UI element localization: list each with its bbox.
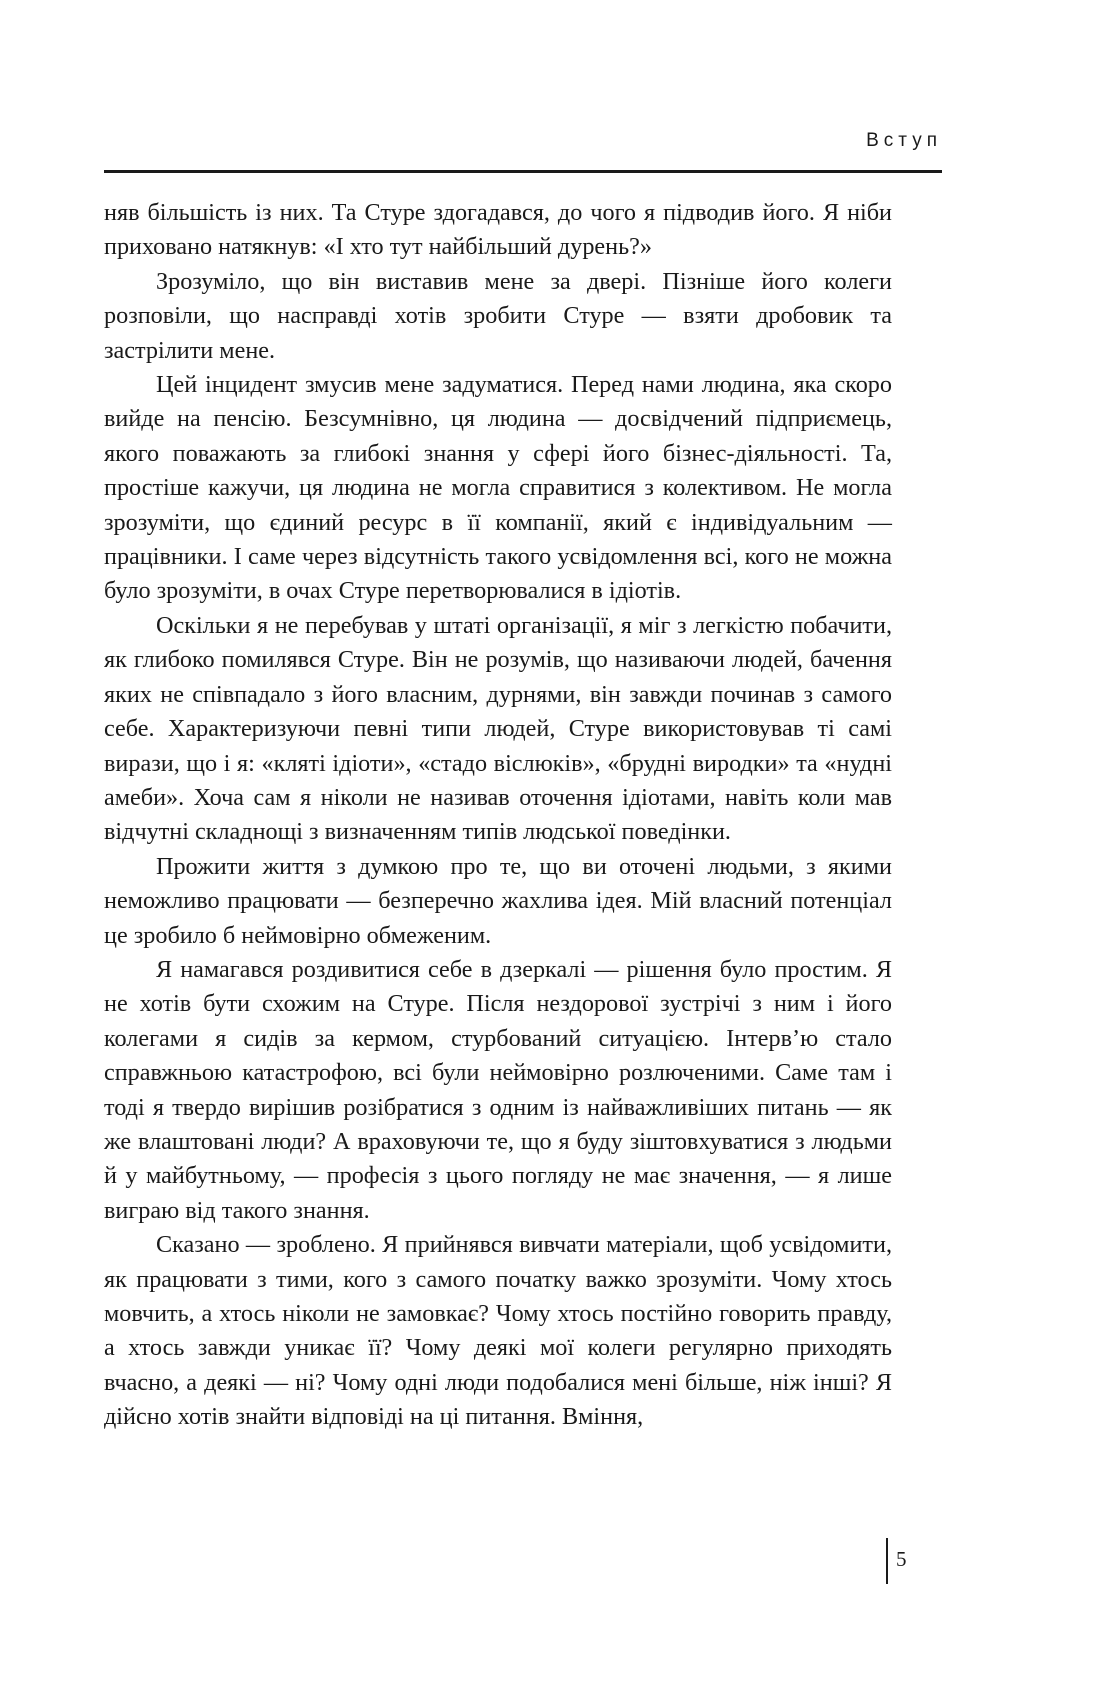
- paragraph-continued: няв більшість із них. Та Стуре здогадався, до чого я підводив його. Я ніби приховано натякнув: «І хто тут найбільший дурень?»: [104, 199, 892, 261]
- paragraph: Я намагався роздивитися себе в дзеркалі — рішення було простим. Я не хотів бути схожим на Стуре. Після нездорової зустрічі з ним і його колегами я сидів за кермом, стурбований ситуацією. Інтерв’ю стало справжньою катастрофою, всі були неймовірно розлюченими. Саме там і тоді я твердо вирішив розібратися з одним із найважливіших питань — як же влаштовані люди? А враховуючи те, що я буду зіштовхуватися з людьми й у майбутньому, — професія з цього погляду не має значення, — я лише виграю від такого знання.: [104, 955, 892, 1224]
- paragraph: Цей інцидент змусив мене задуматися. Перед нами людина, яка скоро вийде на пенсію. Безсумнівно, ця людина — досвідчений підприємець, якого поважають за глибокі знання у сфері його бізнес-діяльності. Та, простіше кажучи, ця людина не могла справитися з колективом. Не могла зрозуміти, що єдиний ресурс в її компанії, який є індивідуальним — працівники. І саме через відсутність такого усвідомлення всі, кого не можна було зрозуміти, в очах Стуре перетворювалися в ідіотів.: [104, 371, 892, 605]
- page-number-rule: [886, 1538, 888, 1584]
- paragraph: Прожити життя з думкою про те, що ви оточені людьми, з якими неможливо працювати — безперечно жахлива ідея. Мій власний потенціал це зробило б неймовірно обмеженим.: [104, 852, 892, 949]
- page-number: 5: [896, 1547, 907, 1571]
- paragraph: Зрозуміло, що він виставив мене за двері. Пізніше його колеги розповіли, що насправді хотів зробити Стуре — взяти дробовик та застрілити мене.: [104, 267, 892, 364]
- header-rule: [104, 170, 942, 173]
- paragraph: Оскільки я не перебував у штаті організації, я міг з легкістю побачити, як глибоко помилявся Стуре. Він не розумів, що називаючи людей, бачення яких не співпадало з його власним, дурнями, він завжди починав з самого себе. Характеризуючи певні типи людей, Стуре використовував ті самі вирази, що і я: «кляті ідіоти», «стадо віслюків», «брудні виродки» та «нудні амеби». Хоча сам я ніколи не називав оточення ідіотами, навіть коли мав відчутні складнощі з визначенням типів людської поведінки.: [104, 611, 892, 846]
- running-header-title: Вступ: [866, 130, 942, 151]
- page-body: [104, 196, 892, 1435]
- paragraph: Сказано — зроблено. Я прийнявся вивчати матеріали, щоб усвідомити, як працювати з тими, кого з самого початку важко зрозуміти. Чому хтось мовчить, а хтось ніколи не замовкає? Чому хтось постійно говорить правду, а хтось завжди уникає її? Чому деякі мої колеги регулярно приходять вчасно, а деякі — ні? Чому одні люди подобалися мені більше, ніж інші? Я дійсно хотів знайти відповіді на ці питання. Вміння,: [104, 1231, 892, 1431]
